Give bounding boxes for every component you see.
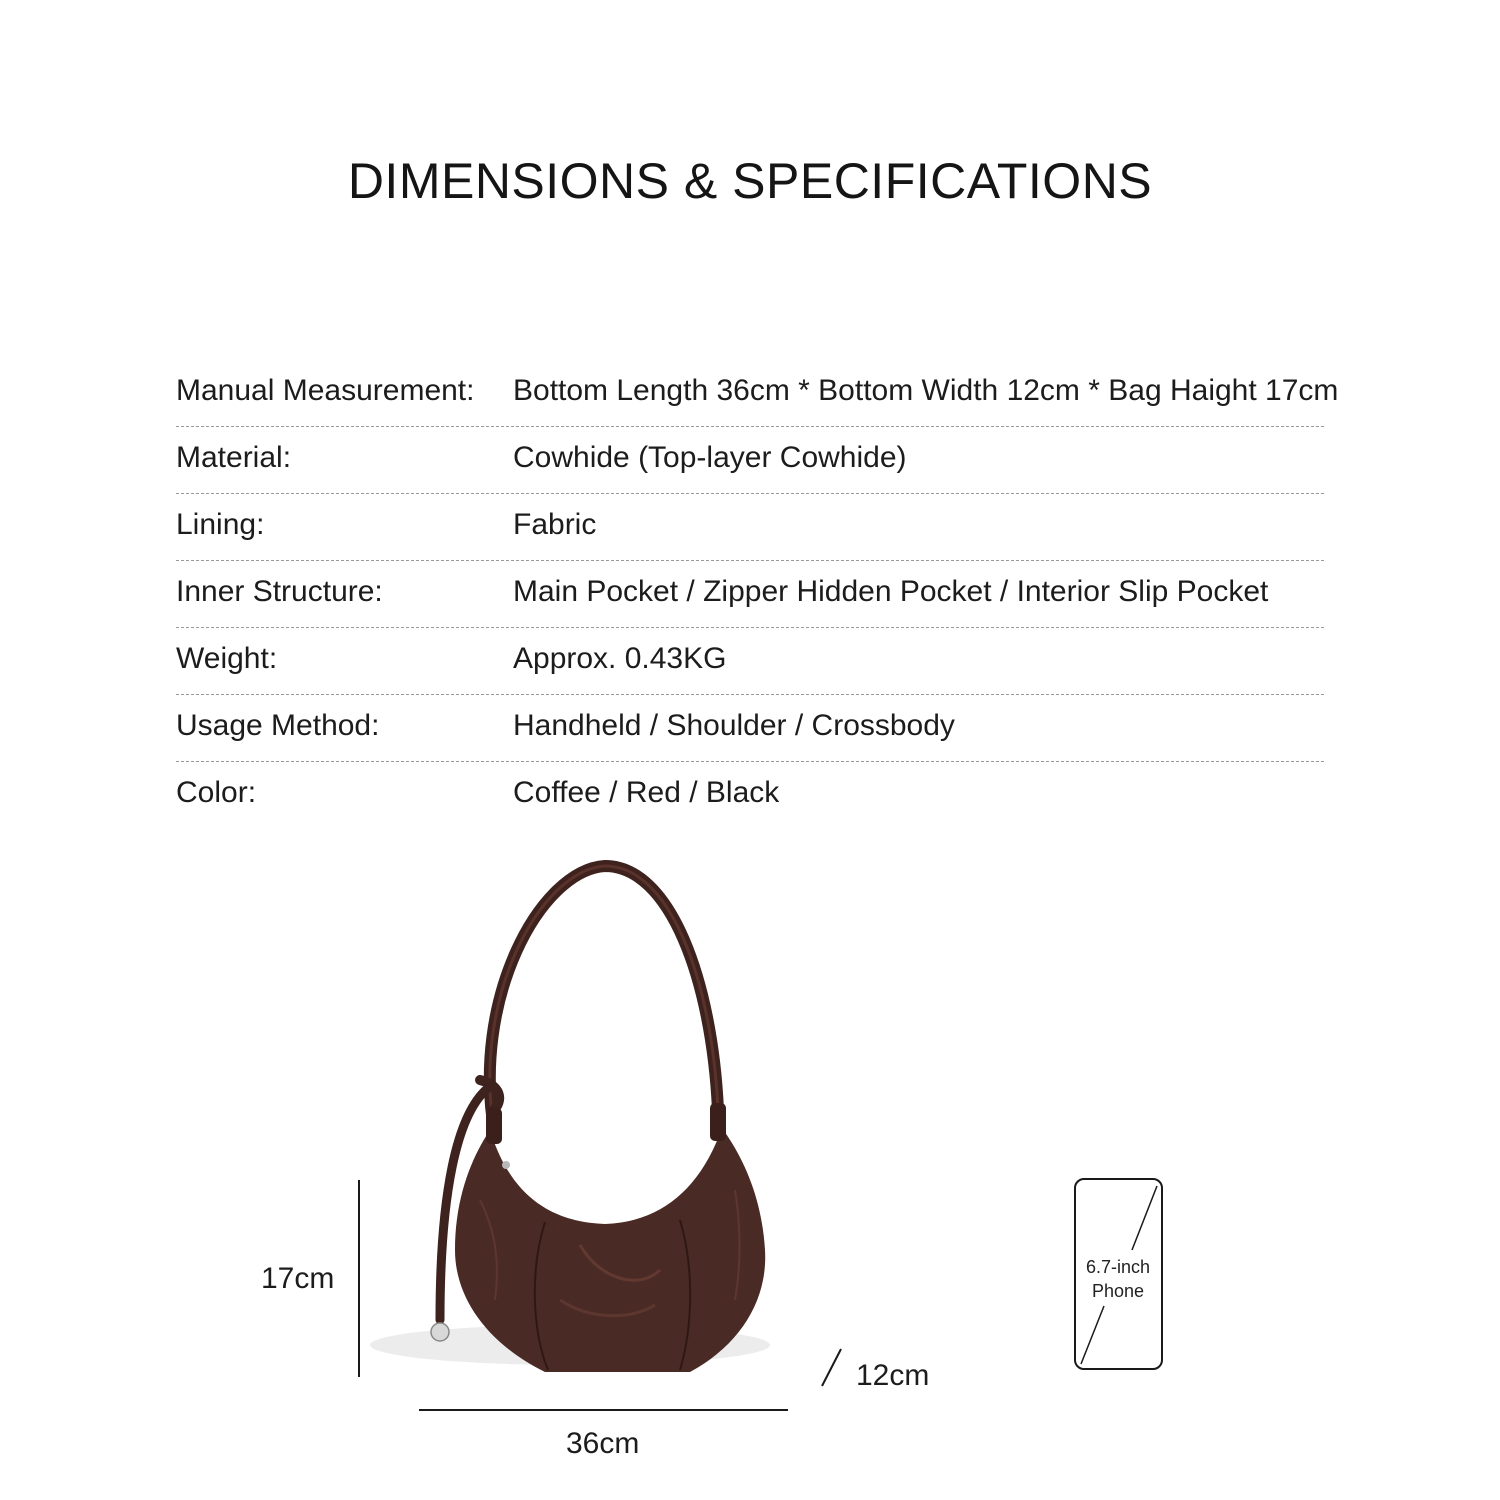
length-label: 36cm: [566, 1427, 640, 1460]
bag-strap: [490, 866, 718, 1135]
spec-label: Usage Method:: [176, 709, 380, 742]
width-line: [822, 1349, 841, 1386]
spec-value: Cowhide (Top-layer Cowhide): [513, 441, 907, 474]
spec-label: Manual Measurement:: [176, 374, 475, 407]
phone-label-size: 6.7-inch: [1085, 1257, 1151, 1277]
spec-label: Material:: [176, 441, 292, 474]
spec-label: Inner Structure:: [176, 575, 383, 608]
bag-tie-bead: [431, 1323, 449, 1341]
height-label: 17cm: [261, 1262, 335, 1295]
spec-value: Approx. 0.43KG: [513, 642, 727, 675]
spec-value: Bottom Length 36cm * Bottom Width 12cm * Bag Haight 17cm: [513, 374, 1339, 407]
spec-value: Handheld / Shoulder / Crossbody: [513, 709, 955, 742]
spec-label: Lining:: [176, 508, 265, 541]
spec-label: Color:: [176, 776, 257, 809]
width-label: 12cm: [856, 1359, 930, 1392]
phone-label-word: Phone: [1091, 1281, 1145, 1301]
spec-value: Main Pocket / Zipper Hidden Pocket / Interior Slip Pocket: [513, 575, 1269, 608]
page-title: DIMENSIONS & SPECIFICATIONS: [347, 153, 1153, 209]
spec-label: Weight:: [176, 642, 278, 675]
phone-label: [1068, 1255, 1168, 1303]
spec-value: Fabric: [513, 508, 597, 541]
spec-value: Coffee / Red / Black: [513, 776, 780, 809]
bag-body: [455, 1128, 765, 1372]
